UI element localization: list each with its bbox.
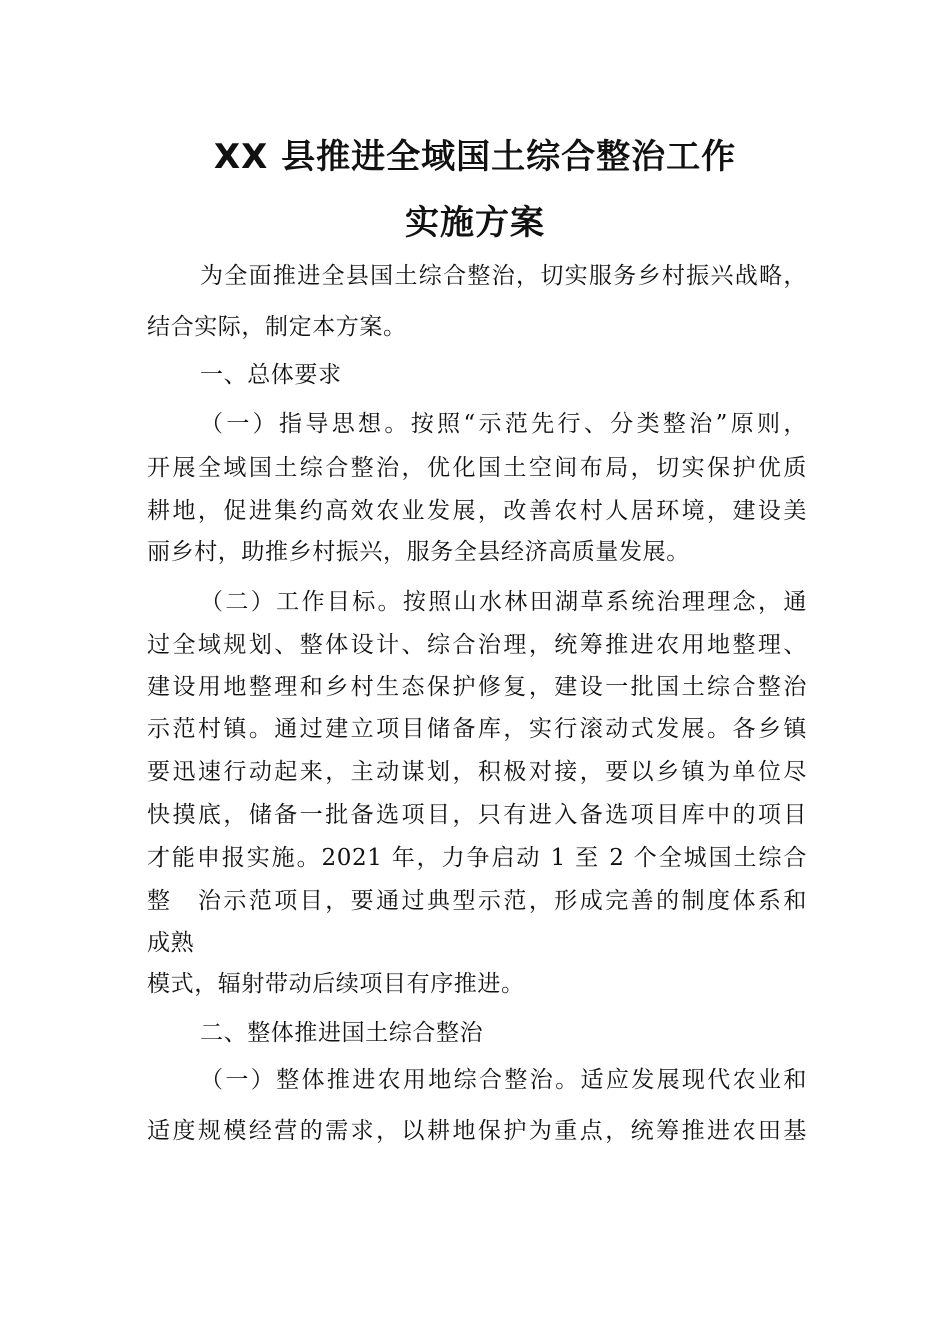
document-title-line-2: 实施方案 — [405, 203, 545, 243]
section-heading: 一、总体要求 — [200, 362, 342, 388]
paragraph-line: 整 治示范项目，要通过典型示范，形成完善的制度体系和 — [147, 888, 807, 914]
paragraph-line: 丽乡村，助推乡村振兴，服务全县经济高质量发展。 — [147, 539, 690, 565]
paragraph-line: 建设用地整理和乡村生态保护修复，建设一批国土综合整治 — [147, 674, 807, 700]
paragraph-line: 快摸底，储备一批备选项目，只有进入备选项目库中的项目 — [147, 802, 807, 828]
paragraph-line: 要迅速行动起来，主动谋划，积极对接，要以乡镇为单位尽 — [147, 759, 807, 785]
paragraph-line: 适度规模经营的需求，以耕地保护为重点，统筹推进农田基 — [147, 1118, 807, 1144]
paragraph-line: 才能申报实施。2021 年，力争启动 1 至 2 个全城国土综合 — [147, 845, 807, 871]
paragraph-line: 为全面推进全县国土综合整治，切实服务乡村振兴战略， — [200, 263, 807, 289]
section-heading: 二、整体推进国土综合整治 — [200, 1020, 484, 1046]
paragraph-line: （一）整体推进农用地综合整治。适应发展现代农业和 — [200, 1067, 807, 1093]
paragraph-line: 模式，辐射带动后续项目有序推进。 — [147, 971, 525, 997]
paragraph-line: （二）工作目标。按照山水林田湖草系统治理理念，通 — [200, 589, 807, 615]
paragraph-line: 开展全域国土综合整治，优化国土空间布局，切实保护优质 — [147, 455, 807, 481]
paragraph-line: 结合实际，制定本方案。 — [147, 314, 407, 340]
paragraph-line: 成熟 — [147, 930, 195, 956]
paragraph-line: （一）指导思想。按照“示范先行、分类整治”原则， — [200, 411, 807, 437]
paragraph-line: 过全域规划、整体设计、综合治理，统筹推进农用地整理、 — [147, 632, 807, 658]
document-title-line-1: XX 县推进全域国土综合整治工作 — [213, 137, 737, 177]
paragraph-line: 耕地，促进集约高效农业发展，改善农村人居环境，建设美 — [147, 498, 807, 524]
paragraph-line: 示范村镇。通过建立项目储备库，实行滚动式发展。各乡镇 — [147, 716, 807, 742]
